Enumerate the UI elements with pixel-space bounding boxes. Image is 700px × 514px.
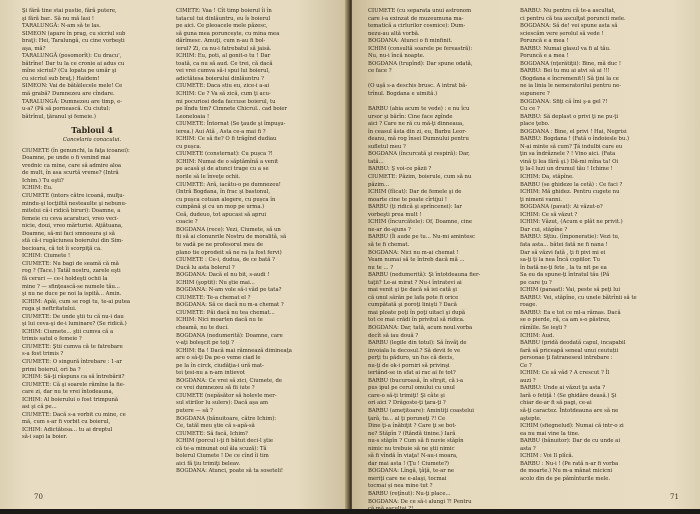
text-line: BOGDANA (pavat): Ai văzut-o? xyxy=(520,204,603,211)
text-line: ICHIM: Nici moarten dacă nu te xyxy=(176,317,263,324)
text-line: vrednic ca mine, care să admire aloa xyxy=(22,162,122,169)
text-line: BARBU (bănuitor): Dar de cu unde ai xyxy=(520,438,621,445)
text-line: bătrînul, ţăranul şi femeie.) xyxy=(22,113,96,120)
text-line: ICHIM (porcul i-ţi fi bătut deci-l ştie xyxy=(176,438,274,445)
text-line: CIUMETE (în genunchi, la faţa icoanei): xyxy=(22,147,130,154)
text-line: vină ţi lea fără şi.) Dă-mi mîna ta! Oi xyxy=(520,158,619,165)
text-line: păzim... xyxy=(368,181,390,188)
text-line: meriţi care ne e-alaşi, tocmai xyxy=(368,475,447,482)
text-line: CIUMETE: Nu bagi de seamă că mă xyxy=(22,260,119,267)
text-line xyxy=(368,99,508,107)
text-line: aici fă ţiu trimiţi beleav. xyxy=(176,460,241,467)
text-line: CIUMETE: Daca stiu eu, zice-i a-ai xyxy=(176,83,270,90)
text-line: BARBU: Nu pentru că te-a ascultat, xyxy=(520,8,616,14)
text-line: cheamă, nu te duci. xyxy=(176,324,229,331)
text-line: ICHIM: Ciumete ! xyxy=(22,253,71,260)
text-line: cumpănă şi cu un mop pe urma.) xyxy=(176,204,265,211)
text-line: tocmai și nea mine tut ? xyxy=(368,483,433,490)
text-line: decît să iau două ? xyxy=(368,332,419,339)
text-line: Ce, tatăl meu ştie că s-apă-să xyxy=(176,423,255,430)
text-line: BOGDANA (nţerătiţii): Bine, mă duc ! xyxy=(520,60,622,67)
text-line: trînul. Bogdana e uimită.) xyxy=(368,91,438,98)
text-line: nu-s stăpîn ? Cum să fi nuvie stăpîn xyxy=(368,438,464,445)
text-line: TARALUNGĂ (posomorît): Cu dracu', xyxy=(22,53,122,60)
text-line: Dar cui, stăpîne ? xyxy=(520,226,568,233)
text-line: CIUMETE: Să facă, Ichim? xyxy=(176,430,248,437)
text-line: BOGDANA (nedumerită): Doamne, care xyxy=(176,332,283,339)
text-line: ierea.) Aui Ată , Asta ce-a mai fi ? xyxy=(176,128,266,135)
text-line: BARBU (pridă deodată capul, incapabil xyxy=(520,340,626,347)
text-line: ICHIM (fîicat): Dar de femele şi de xyxy=(368,189,462,196)
text-line: ICHIM : Voi Il plîcă. xyxy=(520,453,574,460)
text-line: nu-ţi de ok-i porniri să privinşi xyxy=(368,362,450,369)
text-line: ICHIM: Numai de o săptămînă a venit xyxy=(176,158,279,165)
text-line: ţi nimeni vanni. xyxy=(520,196,562,203)
text-line: aici ? Care ne ră cu mă-ţi dinneaua, xyxy=(368,121,464,128)
text-line: BARBU (abia acum te vede) : e nu îcu xyxy=(368,106,470,113)
text-line: perţi tu păduro, un fus că decis, xyxy=(368,355,454,362)
text-line: Ceă, dudeuo, tot apucasi să aprui xyxy=(176,211,267,218)
right-page xyxy=(352,0,700,513)
column-1-top xyxy=(22,8,162,121)
text-line: Veam numai să te întreb dacă mă ... xyxy=(368,257,465,264)
text-line: BARBU: Ea e tot ce ml-a rămas. Dacă xyxy=(520,309,621,316)
text-line: ICHIM: Aud. xyxy=(520,332,555,339)
text-line: Ce ? xyxy=(520,362,532,369)
text-line: ICHIM (încurcătele): Of, Doamne, cine xyxy=(368,219,473,226)
text-line: aştepte. xyxy=(520,415,542,422)
text-line: ne ia linia le nemeratorilui pentru ne- xyxy=(520,83,622,90)
text-line: Sa eu da spune-ţi întratul tău (Pă xyxy=(520,272,610,279)
column-1-bottom xyxy=(22,148,162,442)
text-line: mindu-şi locţiiltă nesteaulte şi nebunu- xyxy=(22,200,127,207)
text-line: BARBU: Ş voi-ce păzii ? xyxy=(368,166,432,173)
text-line: mai venit şi ţie dacă să iei cată şi xyxy=(368,287,457,294)
text-line: pe acasă şi de atunci trage cu a se xyxy=(176,166,269,173)
text-line: care i-a exinzat de muzeumuna ma- xyxy=(368,15,464,22)
text-line: BOGDANA: Nici nu m-ai chemat ! xyxy=(368,249,459,256)
text-line: BARBU : Nu-i ! (Pe rată n-ar fi vorba xyxy=(520,460,619,467)
text-line: place ţebo. xyxy=(520,121,550,128)
text-line: BARBU (se ghideze la cetă) : Ce faci ? xyxy=(520,181,623,188)
text-line: ICHIM: Al boierului o fost trimpună xyxy=(22,396,119,403)
text-line: CIUMETE (nepăsător să holevle mer- xyxy=(176,392,277,399)
text-line: ne? Stăpîn ? (Răndă tinine.) Iară xyxy=(368,430,456,437)
text-line: rog ? (Tace.) Tatăl nostru, zarele eşti xyxy=(22,268,121,275)
scene-subtitle: Cancelaria conacului. xyxy=(62,137,122,144)
text-line: asi şi că pe... xyxy=(22,404,57,411)
text-line: fata asta... bătei fată ne fi nana ! xyxy=(520,241,608,248)
text-line: Ichim.) Tu eşti? xyxy=(22,177,64,184)
text-line: asta ? xyxy=(520,445,536,452)
text-line: ICHIM: Adictătesa... tu ai dreptul xyxy=(22,426,113,433)
text-line: cu sicriul sub braţ.) Haidem! xyxy=(22,75,100,82)
text-line: BARBU (Îi aude pe tu... Nu-mi amintesc xyxy=(368,234,476,241)
text-line: Dine ţi-a înăbiţit ? Care ţi se bot- xyxy=(368,423,457,430)
text-line: u-a? (Pă să pornească. Cu ciutul: xyxy=(22,106,111,113)
text-line: tei ţesi-nu a n-am intievot xyxy=(176,370,245,377)
text-line: BARBU: Să deplast o privi ţi ne pu-ţi xyxy=(520,113,619,120)
text-line: te vadă pe ne profesorul meu de xyxy=(176,241,263,248)
text-line: tot ce mai crădi în privitul să ridica. xyxy=(368,317,465,324)
text-line: sciescăm vere șerolul să vede ! xyxy=(520,30,604,37)
right-column-2 xyxy=(520,8,660,483)
text-line: BARBU (bucuroasă, în sfirşit, că i-a xyxy=(368,377,464,384)
text-line: tatacul tui dinlăuntru, eu îs boierul xyxy=(176,15,271,22)
text-line: care zi, dar nu te vrei întodeauna, xyxy=(22,389,114,396)
text-line: BOGDANA: Dar, tată, acum noul.vorba xyxy=(368,324,473,331)
text-line: invoiala lu decosul.? Să devii fe ve xyxy=(368,347,461,354)
text-line: ICHIM: Mă ghidez. Pentru cugete nu xyxy=(520,189,620,196)
text-line: mine ? — sfinţească-se numele tău... xyxy=(22,283,120,290)
text-line: sa-ţi ţi la nea Încă copiilor. Tu xyxy=(520,257,600,264)
text-line: Şi fără tine stai pustie, fără putere, xyxy=(22,8,117,14)
text-line: ICHIM: Ce ? Va să zică, cum ţi acu- xyxy=(176,91,271,98)
text-line: rămîile. Se ieşti ? xyxy=(520,324,567,331)
text-line: BOGDANA (încurcată şi respiră): Dar, xyxy=(368,151,470,158)
text-line: sul stirilor lu sulers): Dacă așa am xyxy=(176,400,269,407)
text-line: BARBU: Unde ai văzut ţu asta ? xyxy=(520,385,606,392)
text-line: ICHIM: Ce să fie? O fi trăgînd dudiau xyxy=(176,136,277,143)
text-line: ci pentru că tea asculţat poruncii mele. xyxy=(520,15,626,22)
text-line: (Bogdana e încremenit!) Să ţini la ce xyxy=(520,75,619,82)
text-line: mă, cum s-ar fi vorbit cu boierul, xyxy=(22,419,111,426)
text-line: ce face ? xyxy=(368,68,392,75)
text-line: ICHIM: Ce să văzut ? xyxy=(520,211,578,218)
text-line: chiar de-ar fi să pagi, ce-ai xyxy=(520,400,592,407)
text-line: (Intră Bogdana, în frac şi bastonul, xyxy=(176,189,271,196)
text-line: cumpătată şi poroţi linişti ? Dacă xyxy=(368,302,457,309)
text-line: CIUMETE: Te-a chemat el ? xyxy=(176,294,251,301)
text-line: Nu, nu-i încă noapte. xyxy=(368,53,425,60)
text-line: pe care ţu ? xyxy=(520,279,552,286)
text-line: femeie cu ceva acaratuci, vreo veci- xyxy=(22,215,119,222)
text-line: ICHIM: Ciumete... ştii cumva că a xyxy=(22,328,114,335)
text-line: BARBU (reţînut): Nu-ţi place... xyxy=(368,491,451,497)
text-line: CIUMETE: Întornat (Se ţaude şi împuşu- xyxy=(176,121,286,128)
text-line: BARBU: Sţtiu. (împoneratie): Vezi tu, xyxy=(520,234,620,241)
text-line: mîne sicriul? (Cu lopata pe umăr şi xyxy=(22,68,117,75)
text-line: BOGDANA: Să de! vei spune asta să xyxy=(520,23,618,30)
text-line: BOGDANA: Sfiţi că îmi ş-a gel ?! xyxy=(520,98,608,105)
text-line: becioara, că tot îi scorpiţă ca. xyxy=(22,245,102,252)
text-line: BOGDANA: Să ce dacă nu m-a chemat ? xyxy=(176,302,284,309)
text-line: dar mai asta ! (Ţu ! Ciumete?) xyxy=(368,460,449,467)
text-line: că mă ascultai ?! xyxy=(368,506,414,513)
text-line: stă că-i rugăciunea boierului din Sim- xyxy=(22,238,124,245)
left-column-1 xyxy=(22,8,162,442)
text-line: BOGDANA: Ce vrei să zici, Ciumete, de xyxy=(176,377,283,384)
text-line: sufletul meu ? xyxy=(368,143,406,150)
text-line: N-ai minte să cum? Ţă indulbi care eu xyxy=(520,143,623,150)
text-line: ţară, tu... al ţi poruneţi ?! Ce xyxy=(368,415,446,422)
text-line: Doamne, să-mi faci smnosura şi să xyxy=(22,230,115,237)
text-line: BARBU (ţi ridică şi sprîncenei): Iar xyxy=(368,204,462,211)
text-line: nezu-au altă vorbă. xyxy=(368,30,420,37)
text-line: CIUMETE: Păzim, boierule, cum să nu xyxy=(368,174,472,181)
text-line: ICHIM: Să-ţi răspuns ca să întrebării? xyxy=(22,374,125,381)
text-line: ţin sa îndrăznele ? ! Vino aici. (Fata xyxy=(520,151,616,158)
text-line: BARBU: Vei, stăpîne, cu unele bătrînii să te xyxy=(520,294,637,301)
text-line: cu pușca. xyxy=(176,143,202,150)
text-line: coacie ? xyxy=(176,219,198,226)
text-line: BOGDANA: Atunci o fi minfinit. xyxy=(368,38,453,45)
text-line: SIMEON: Vai de bătăilecele mele! Ce xyxy=(22,83,123,90)
text-line: ne-ar de-ajuns ? xyxy=(368,226,411,233)
text-line: BARBU: Bogdana ! (Fată o îndoiesle bu.) xyxy=(520,136,630,143)
text-line: ţi la-l luzi un drumul tău ! Ichime ! xyxy=(520,166,613,173)
text-line: nimic nu trebuie să ne ştii nimic xyxy=(368,445,455,452)
text-line: braţ): Hei, Taralungă, cu cine vorbeşti xyxy=(22,38,125,45)
text-line: mi pocuriosi deda faccuse boierul, tu xyxy=(176,98,276,105)
text-line: CIUMETE: Dacă s-a vorbit cu mine, ce xyxy=(22,411,126,418)
text-line: personae ţi fatraneseul intrebare : xyxy=(520,355,613,362)
text-line: nicie, doui, vreo mărturisi. Aţiâtuana, xyxy=(22,223,123,230)
text-line: Iară o fetiţă ! (Se ghidăre deasă.) Şi xyxy=(520,392,617,399)
text-line: BOGDANA: Lîngă, ţâţă, te-ar ne xyxy=(368,468,455,475)
text-line: şi lui ceva-şi de-i luminare? (Se ridică.) xyxy=(22,321,127,328)
text-line: BARBU (ameţitoare): Amintiţi coastelui xyxy=(368,407,475,414)
text-line: ruga şi neftritatului. xyxy=(22,306,77,313)
text-line: Dar să văzvi fată , ţi fi pivi mi ei xyxy=(520,249,606,256)
text-line: pus ipul pe cerul omului cu unul xyxy=(368,385,455,392)
text-line: mai ploate poţi în poţi uitacl şi după xyxy=(368,309,466,316)
text-line: ICHIM: Ba ! Dacă mai rămnează dimineaţa xyxy=(176,347,292,354)
text-line: ursor şi bărîn: Cine face zgînde xyxy=(368,113,453,120)
text-line: moarte cine te poate cîrtijui ! xyxy=(368,196,447,203)
text-line: BOGDANA: De ce să-i alungi ?! Pentru xyxy=(368,498,472,505)
text-line: TARALUNGĂ: N-am să te las. xyxy=(22,23,101,30)
text-line: ea nu mai vine la tine. xyxy=(520,430,580,437)
text-line: CIUMETE: Ară, iacătu-o pe dumnezeu! xyxy=(176,181,281,188)
text-line: Poruncă e a mea ! xyxy=(520,38,569,45)
text-line: CIMETE: Vaa ! Cît timp boierul îi în xyxy=(176,8,272,14)
text-line: BOGDANA (bănuitoare, către Ichim): xyxy=(176,415,277,422)
text-line: ICHIM: Eu. xyxy=(22,185,53,192)
text-line: că unul sărăn pe lafa pote fi orice xyxy=(368,294,459,301)
left-page xyxy=(0,0,348,509)
text-line: pe lîndu tim? Cimnete Chicrul.. cad boier xyxy=(176,106,288,113)
text-line: CIUMETE: De unde ştii tu că nu-i dau xyxy=(22,313,124,320)
left-column-2 xyxy=(176,8,316,476)
text-line: să-i sapi la boier. xyxy=(22,434,68,441)
text-line: de mult, în asa scurtă vreme? (Intră xyxy=(22,170,119,177)
text-line: CIUMETE : Ce-i, dudua, de ce bată ? xyxy=(176,257,275,264)
text-line: CIUMETE (intors către icoană, mulţu- xyxy=(22,192,125,199)
text-line: şi nu ne duce pe noi la ispită... Amin. xyxy=(22,291,122,298)
text-line: aşa, mă? xyxy=(22,45,46,52)
page-number-left: 70 xyxy=(34,493,43,501)
text-line: dărîmesc. Amuţi, cum n-au fi bol- xyxy=(176,38,266,45)
text-line: nu te ... ? xyxy=(368,264,394,271)
text-line: roage. xyxy=(520,302,538,309)
text-line: ce vrei dumnezeu să fii iute ? xyxy=(176,385,255,392)
text-line: şi fără bar.. Să nu mă lasi ! xyxy=(22,15,95,22)
text-line: CIUMETE: Ştii cumva că te fatrebare xyxy=(22,343,123,350)
text-line: auzi ? xyxy=(520,377,536,384)
text-line: BOGDANA : Bine, el privi ! Hai, Negrisi xyxy=(520,128,627,135)
text-line: ICHIM: Văzut, (Acum e plât ne privit.) xyxy=(520,219,623,226)
text-line: se o pierde, ră, ca am s-o păstrez, xyxy=(520,317,611,324)
text-line: vorbeşti prea mult ! xyxy=(368,211,422,218)
text-line: în bată ne-ţi fete , la tu nit pe ea xyxy=(520,264,607,271)
text-line: taţii? Le-ai mirat ? Nu-i întratevi ai xyxy=(368,279,462,286)
text-line: fii să ai clonunrile Nostru de moralită, să xyxy=(176,234,287,241)
text-line: fară să priceapă seneal unui ceutuții xyxy=(520,347,619,354)
text-line: în ceasul ăsta din zi, eu, Barbu Leor- xyxy=(368,128,467,135)
text-line: mă grabă? Dumnezeu are cîndare. xyxy=(22,91,115,98)
text-line: să te fi chemat. xyxy=(368,241,410,248)
text-line: de moarte.) Nu m-a mănat micicni xyxy=(520,468,613,475)
scene-title: Tabloul 4 xyxy=(71,125,113,136)
text-line: ICHIM (şoptit): Nu ştie mai... xyxy=(176,279,255,286)
text-line: ICHIM: Ce să văd ? A crescut ? Îl xyxy=(520,370,610,377)
text-line: tematică a cirlurilor cosmice): Dum- xyxy=(368,23,466,30)
text-line: norile să le înveţe ochii. xyxy=(176,174,241,181)
text-line: ICHIM: Da, stăpîne. xyxy=(520,174,574,181)
text-line: tată... xyxy=(368,158,384,165)
text-line: SIMEON (apare în prag, cu sicriul sub xyxy=(22,30,126,37)
text-line: ierul? Zi, ca nu-i fatrebatul să jaisă. xyxy=(176,45,272,52)
text-line: TARALUNGĂ: Dumnezeu are timp, e- xyxy=(22,98,123,105)
text-line: primi boierul, ori ba ? xyxy=(22,366,81,373)
text-line: CIUMETE: Păi dacă nu tea chemat... xyxy=(176,309,275,316)
text-line: iertând-se in sfat ai rac ai fe tot? xyxy=(368,370,456,377)
text-line: putere — să ? xyxy=(176,407,213,414)
text-line: cu pușca cotuan alegere, cu pușca în xyxy=(176,196,276,203)
text-line: CIUMETE: O singură întrebare : 1-ar xyxy=(22,359,122,366)
text-line: bolerul Ciumete ! De ce cînd îi tim xyxy=(176,453,269,460)
text-line: BARBU (nedumerită): Şi întotdeauna fier- xyxy=(368,272,481,279)
text-line: ICHIM: Apăi, cum se rogi tu, te-ai putea xyxy=(22,298,131,305)
text-line: trimis satul o femeie ? xyxy=(22,336,82,343)
text-line: BOGDANA: Dacă el nu bit, s-audi ! xyxy=(176,272,270,279)
text-line: care-o să-ţi trimiţi! Şi câte şi xyxy=(368,392,445,399)
text-line: ori aici ? Drăgoste-ţi ţara-ţi ? xyxy=(368,400,446,407)
text-line: Poruncă e a mea ! xyxy=(520,53,569,60)
text-line: Leoneloaia ! xyxy=(176,113,210,120)
text-line: are o să-ţi Da pe-o veme ciad le xyxy=(176,355,261,362)
text-line: BOGDANA (rece): Vezi, Ciumete, să un xyxy=(176,226,281,233)
text-line: pe aici. Ce pleoacele mele păzesc, xyxy=(176,23,268,30)
text-line: deanu, mă rog însei Dumnului pentru xyxy=(368,136,469,143)
text-line: BARBU: Bei tu mu ai atvi să ai !!! xyxy=(520,68,610,75)
text-line: plano tie oprodeit să ne ra (a fost fervi) xyxy=(176,249,282,256)
text-line: BOGDANA: N-am vole să-i văd pe tata? xyxy=(176,287,282,294)
text-line: CIUMETE: Că şi soarele rămîne la fie- xyxy=(22,381,125,388)
text-line: BOGDANA (trupînd): Dar spune odată, xyxy=(368,60,473,67)
text-line: BOGDANA: Atunci, poate să ta soseteli! xyxy=(176,468,284,475)
text-line: ICHIM (panaat): Vai, peste să peţi lui xyxy=(520,287,621,294)
text-line: ICHIM (consultă soarele pe fereastră): xyxy=(368,45,473,52)
text-line: vei vrei cumva să-i spui lui boierul, xyxy=(176,68,270,75)
text-line: supunere ? xyxy=(520,91,550,98)
text-line: acolo din de pe pămînturile mele. xyxy=(520,475,611,482)
page-number-right: 71 xyxy=(670,493,679,501)
text-line: CIUMETE (consternat): Cu pușca ?! xyxy=(176,151,273,158)
text-line: BARBU (legile din totul): Să învăţ de xyxy=(368,340,467,347)
text-line: BARBU: Numai glasul va fi al tău. xyxy=(520,45,611,52)
text-line: s-a fost trimis ? xyxy=(22,351,64,358)
text-line: CIUMETE (cu separata unui astronom xyxy=(368,8,472,14)
text-line: toată, ca nu să aud. Ce trei, că dacă xyxy=(176,60,273,67)
text-line: fă ceruri — ce-i holdeşti ochii la xyxy=(22,276,108,282)
text-line: ICHIM (sfiegnelud): Numai că intr-o zi xyxy=(520,423,624,430)
text-line: bătrîne! Dar tu la ce cronie ai adus cu xyxy=(22,60,125,67)
text-line: adictătesa boierului dinlăuntru ? xyxy=(176,75,264,82)
text-line: (O uşă s-a deschis brusc. A intrat bă- xyxy=(368,83,468,90)
text-line: să fi vîndă în viaţa! N-au-i moara, xyxy=(368,453,458,460)
text-line: mitelui că-i ridică biruri): Doamne, a xyxy=(22,208,121,215)
text-line: ICHIM: Eu, poti, al gonit-o tu ! Dar xyxy=(176,53,271,60)
text-line: să guna mea poruncește, cu mina mea xyxy=(176,30,280,37)
text-line: că te-a minunat oul ăla scuză): Tă xyxy=(176,445,267,452)
text-line: Cu ce ? xyxy=(520,106,540,113)
text-line: să-ţi caractez. Întotdeauna are să ne xyxy=(520,407,619,414)
text-line: Doamne, pe unde o fi venind mai xyxy=(22,155,111,162)
right-column-1 xyxy=(368,8,508,514)
text-line: Ducă lu asta bolerul ? xyxy=(176,264,235,271)
text-line: pe la în circk, ciudăţia-i ură mat- xyxy=(176,362,264,369)
text-line: v-aţi boleşcit pe toţi ? xyxy=(176,340,234,347)
